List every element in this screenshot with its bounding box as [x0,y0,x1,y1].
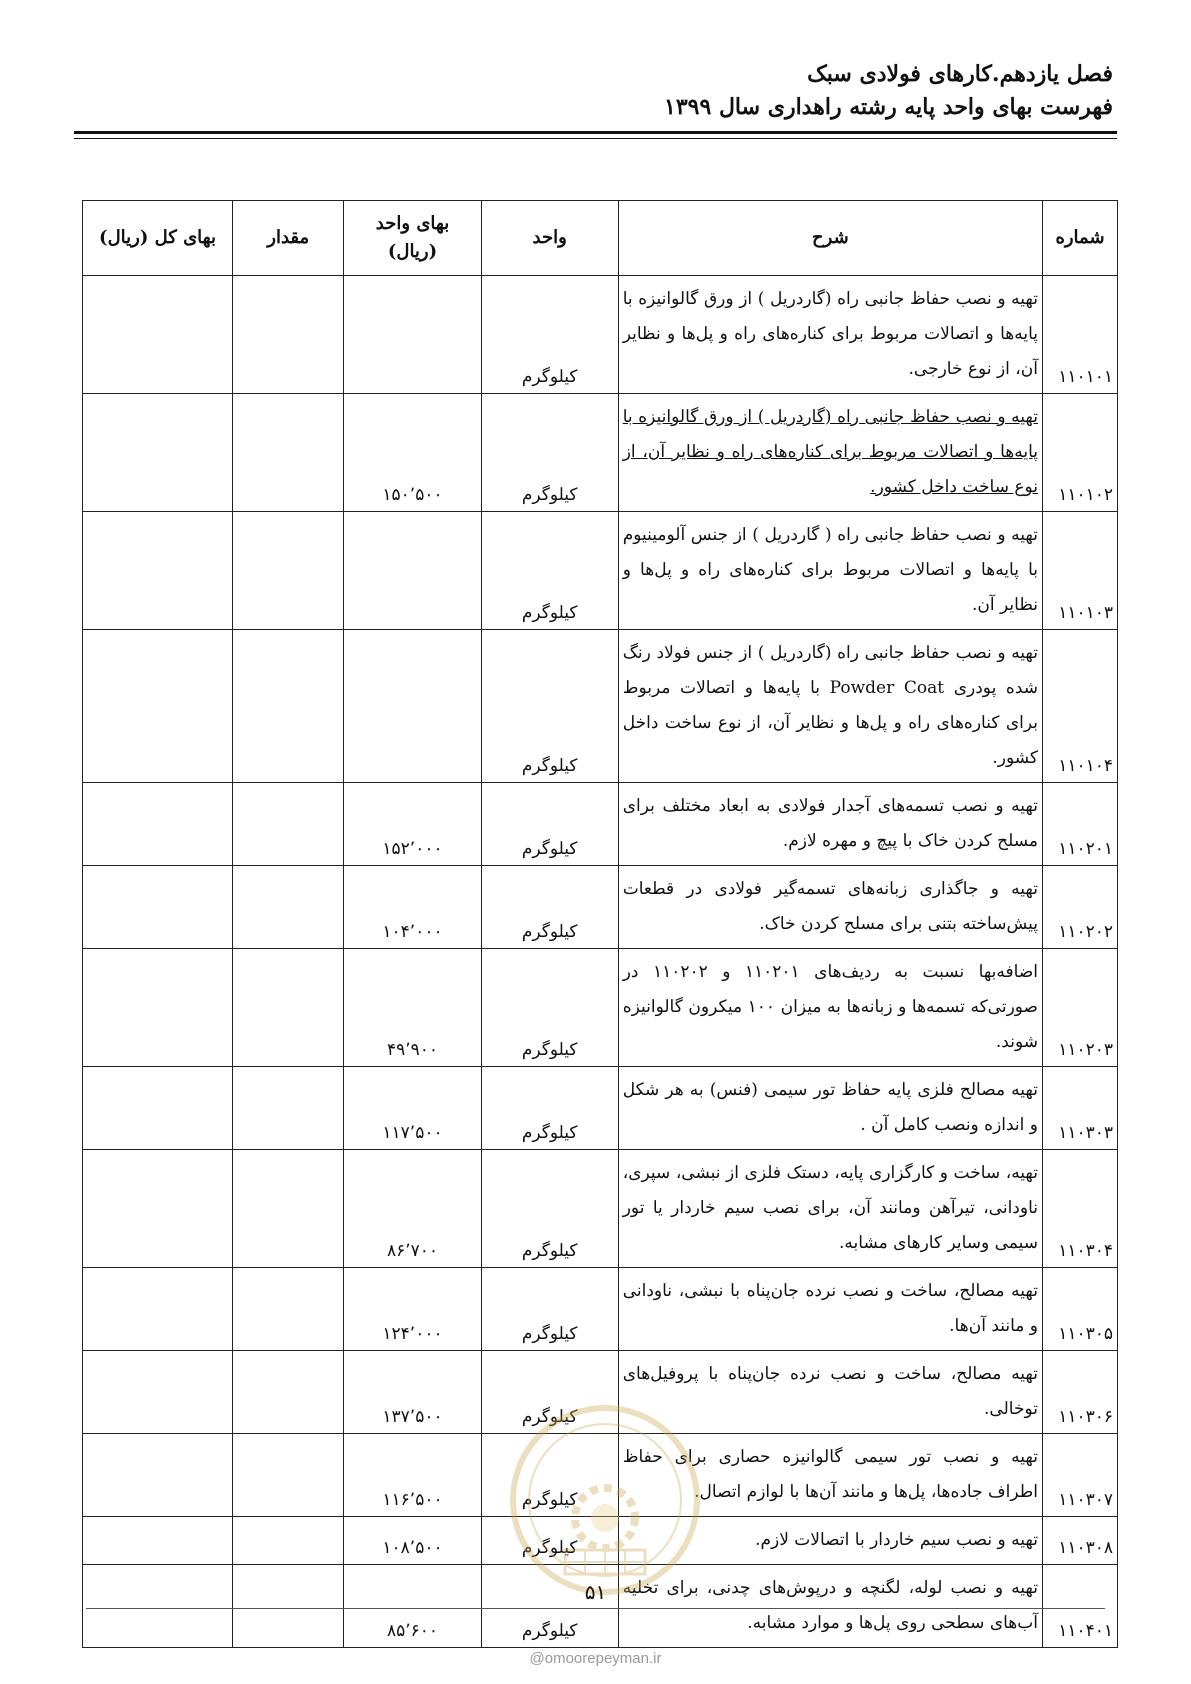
row-description: تهیه و نصب سیم خاردار با اتصالات لازم. [618,1517,1042,1565]
row-unit-price: ۱۰۸٬۵۰۰ [344,1517,481,1565]
row-quantity [233,1150,344,1268]
row-total-price [83,276,233,394]
table-row [83,1268,1118,1351]
row-code: ۱۱۰۳۰۸ [1043,1517,1118,1565]
col-header-description: شرح [618,201,1042,276]
row-quantity [233,1565,344,1648]
row-code: ۱۱۰۱۰۳ [1043,512,1118,630]
row-total-price [83,1517,233,1565]
table-row [83,1351,1118,1434]
row-total-price [83,394,233,512]
row-unit-price [344,276,481,394]
header-rule-thick [74,131,1117,134]
row-unit-price: ۱۵۰٬۵۰۰ [344,394,481,512]
row-unit-price: ۱۰۴٬۰۰۰ [344,866,481,949]
page-number: ۵۱ [584,1580,607,1604]
row-total-price [83,1268,233,1351]
row-description: تهیه و نصب تور سیمی گالوانیزه حصاری برای حفاظ اطراف جاده‌ها، پل‌ها و مانند آن‌ها با لوازم اتصال. [618,1434,1042,1517]
row-unit: کیلوگرم [481,1565,618,1648]
row-unit-price: ۱۵۲٬۰۰۰ [344,783,481,866]
row-quantity [233,866,344,949]
row-unit: کیلوگرم [481,276,618,394]
document-subtitle: فهرست بهای واحد پایه رشته راهداری سال ۱۳۹۹ [664,94,1113,120]
table-row [83,1565,1118,1648]
row-total-price [83,1150,233,1268]
row-total-price [83,949,233,1067]
row-code: ۱۱۰۳۰۷ [1043,1434,1118,1517]
row-code: ۱۱۰۱۰۴ [1043,630,1118,783]
row-code: ۱۱۰۴۰۱ [1043,1565,1118,1648]
row-unit-price: ۸۵٬۶۰۰ [344,1565,481,1648]
footer-rule [86,1608,1105,1609]
row-quantity [233,1351,344,1434]
row-description: تهیه و نصب حفاظ جانبی راه ( گاردریل ) از جنس آلومینیوم با پایه‌ها و اتصالات مربوط برای کناره‌های راه و پل‌ها و نظایر آن. [618,512,1042,630]
row-unit-price: ۱۱۶٬۵۰۰ [344,1434,481,1517]
row-unit-price: ۱۲۴٬۰۰۰ [344,1268,481,1351]
site-watermark: @omoorepeyman.ir [529,1650,662,1667]
row-unit-price [344,512,481,630]
row-unit: کیلوگرم [481,512,618,630]
chapter-title: فصل یازدهم.کارهای فولادی سبک [807,61,1113,87]
row-quantity [233,783,344,866]
row-quantity [233,630,344,783]
row-code: ۱۱۰۳۰۴ [1043,1150,1118,1268]
row-quantity [233,1067,344,1150]
row-code: ۱۱۰۳۰۳ [1043,1067,1118,1150]
row-quantity [233,512,344,630]
table-row [83,630,1118,783]
table-header-row [83,201,1118,276]
row-unit: کیلوگرم [481,394,618,512]
header-rule-thin [74,138,1117,139]
row-total-price [83,512,233,630]
row-unit: کیلوگرم [481,1517,618,1565]
row-quantity [233,1517,344,1565]
row-description: تهیه مصالح فلزی پایه حفاظ تور سیمی (فنس) به هر شکل و اندازه ونصب کامل آن . [618,1067,1042,1150]
row-unit: کیلوگرم [481,1434,618,1517]
row-quantity [233,949,344,1067]
unit-price-label: بهای واحد [375,213,450,234]
row-unit: کیلوگرم [481,630,618,783]
row-total-price [83,1434,233,1517]
col-header-quantity: مقدار [233,201,344,276]
table-row [83,512,1118,630]
row-code: ۱۱۰۱۰۲ [1043,394,1118,512]
row-code: ۱۱۰۳۰۶ [1043,1351,1118,1434]
row-code: ۱۱۰۱۰۱ [1043,276,1118,394]
table-row [83,276,1118,394]
table-row [83,394,1118,512]
row-total-price [83,630,233,783]
row-unit: کیلوگرم [481,1268,618,1351]
table-row [83,949,1118,1067]
unit-price-currency: (ریال) [387,241,438,262]
row-code: ۱۱۰۲۰۱ [1043,783,1118,866]
col-header-total-price: بهای کل (ریال) [83,201,233,276]
table-row [83,1067,1118,1150]
row-description: تهیه و نصب حفاظ جانبی راه (گاردریل ) از جنس فولاد رنگ شده پودری Powder Coat با پایه‌ها و اتصالات مربوط برای کناره‌های راه و پل‌ها و نظایر آن، از نوع ساخت داخل کشور. [618,630,1042,783]
table-row [83,866,1118,949]
col-header-unit: واحد [481,201,618,276]
row-unit: کیلوگرم [481,783,618,866]
row-quantity [233,276,344,394]
row-total-price [83,783,233,866]
row-unit-price: ۸۶٬۷۰۰ [344,1150,481,1268]
table-row [83,1150,1118,1268]
row-unit-price [344,630,481,783]
row-unit: کیلوگرم [481,866,618,949]
col-header-unit-price [344,201,481,276]
row-unit-price: ۱۳۷٬۵۰۰ [344,1351,481,1434]
row-quantity [233,394,344,512]
row-description: اضافه‌بها نسبت به ردیف‌های ۱۱۰۲۰۱ و ۱۱۰۲۰۲ در صورتی‌که تسمه‌ها و زبانه‌ها به میزان ۱۰۰ میکرون گالوانیزه شوند. [618,949,1042,1067]
row-unit: کیلوگرم [481,949,618,1067]
row-description [618,394,1042,512]
row-total-price [83,1351,233,1434]
row-code: ۱۱۰۲۰۳ [1043,949,1118,1067]
row-unit: کیلوگرم [481,1351,618,1434]
col-header-code: شماره [1043,201,1118,276]
row-description: تهیه و نصب تسمه‌های آجدار فولادی به ابعاد مختلف برای مسلح کردن خاک با پیچ و مهره لازم. [618,783,1042,866]
row-description: تهیه و نصب حفاظ جانبی راه (گاردریل ) از ورق گالوانیزه با پایه‌ها و اتصالات مربوط برای کناره‌های راه و پل‌ها و نظایر آن، از نوع خارجی. [618,276,1042,394]
price-list-table [82,200,1118,1648]
row-description: تهیه، ساخت و کارگزاری پایه، دستک فلزی از نبشی، سپری، ناودانی، تیرآهن ومانند آن، برای نصب سیم خاردار یا تور سیمی وسایر کارهای مشابه. [618,1150,1042,1268]
row-unit-price: ۱۱۷٬۵۰۰ [344,1067,481,1150]
row-description: تهیه مصالح، ساخت و نصب نرده جان‌پناه با نبشی، ناودانی و مانند آن‌ها. [618,1268,1042,1351]
table-row [83,1434,1118,1517]
page-header [664,58,1113,124]
row-quantity [233,1434,344,1517]
row-code: ۱۱۰۳۰۵ [1043,1268,1118,1351]
table-row [83,1517,1118,1565]
row-description: تهیه و نصب لوله، لگنچه و درپوش‌های چدنی، برای تخلیه آب‌های سطحی روی پل‌ها و موارد مشابه. [618,1565,1042,1648]
row-unit-price: ۴۹٬۹۰۰ [344,949,481,1067]
row-unit: کیلوگرم [481,1150,618,1268]
row-total-price [83,1565,233,1648]
row-total-price [83,1067,233,1150]
row-quantity [233,1268,344,1351]
row-code: ۱۱۰۲۰۲ [1043,866,1118,949]
row-description: تهیه و جاگذاری زبانه‌های تسمه‌گیر فولادی در قطعات پیش‌ساخته بتنی برای مسلح کردن خاک. [618,866,1042,949]
row-total-price [83,866,233,949]
row-unit: کیلوگرم [481,1067,618,1150]
table-row [83,783,1118,866]
row-description-text: تهیه و نصب حفاظ جانبی راه (گاردریل ) از ورق گالوانیزه با پایه‌ها و اتصالات مربوط برای کناره‌های راه و نظایر آن، از نوع ساخت داخل کشور. [622,407,1038,497]
row-description: تهیه مصالح، ساخت و نصب نرده جان‌پناه با پروفیل‌های توخالی. [618,1351,1042,1434]
